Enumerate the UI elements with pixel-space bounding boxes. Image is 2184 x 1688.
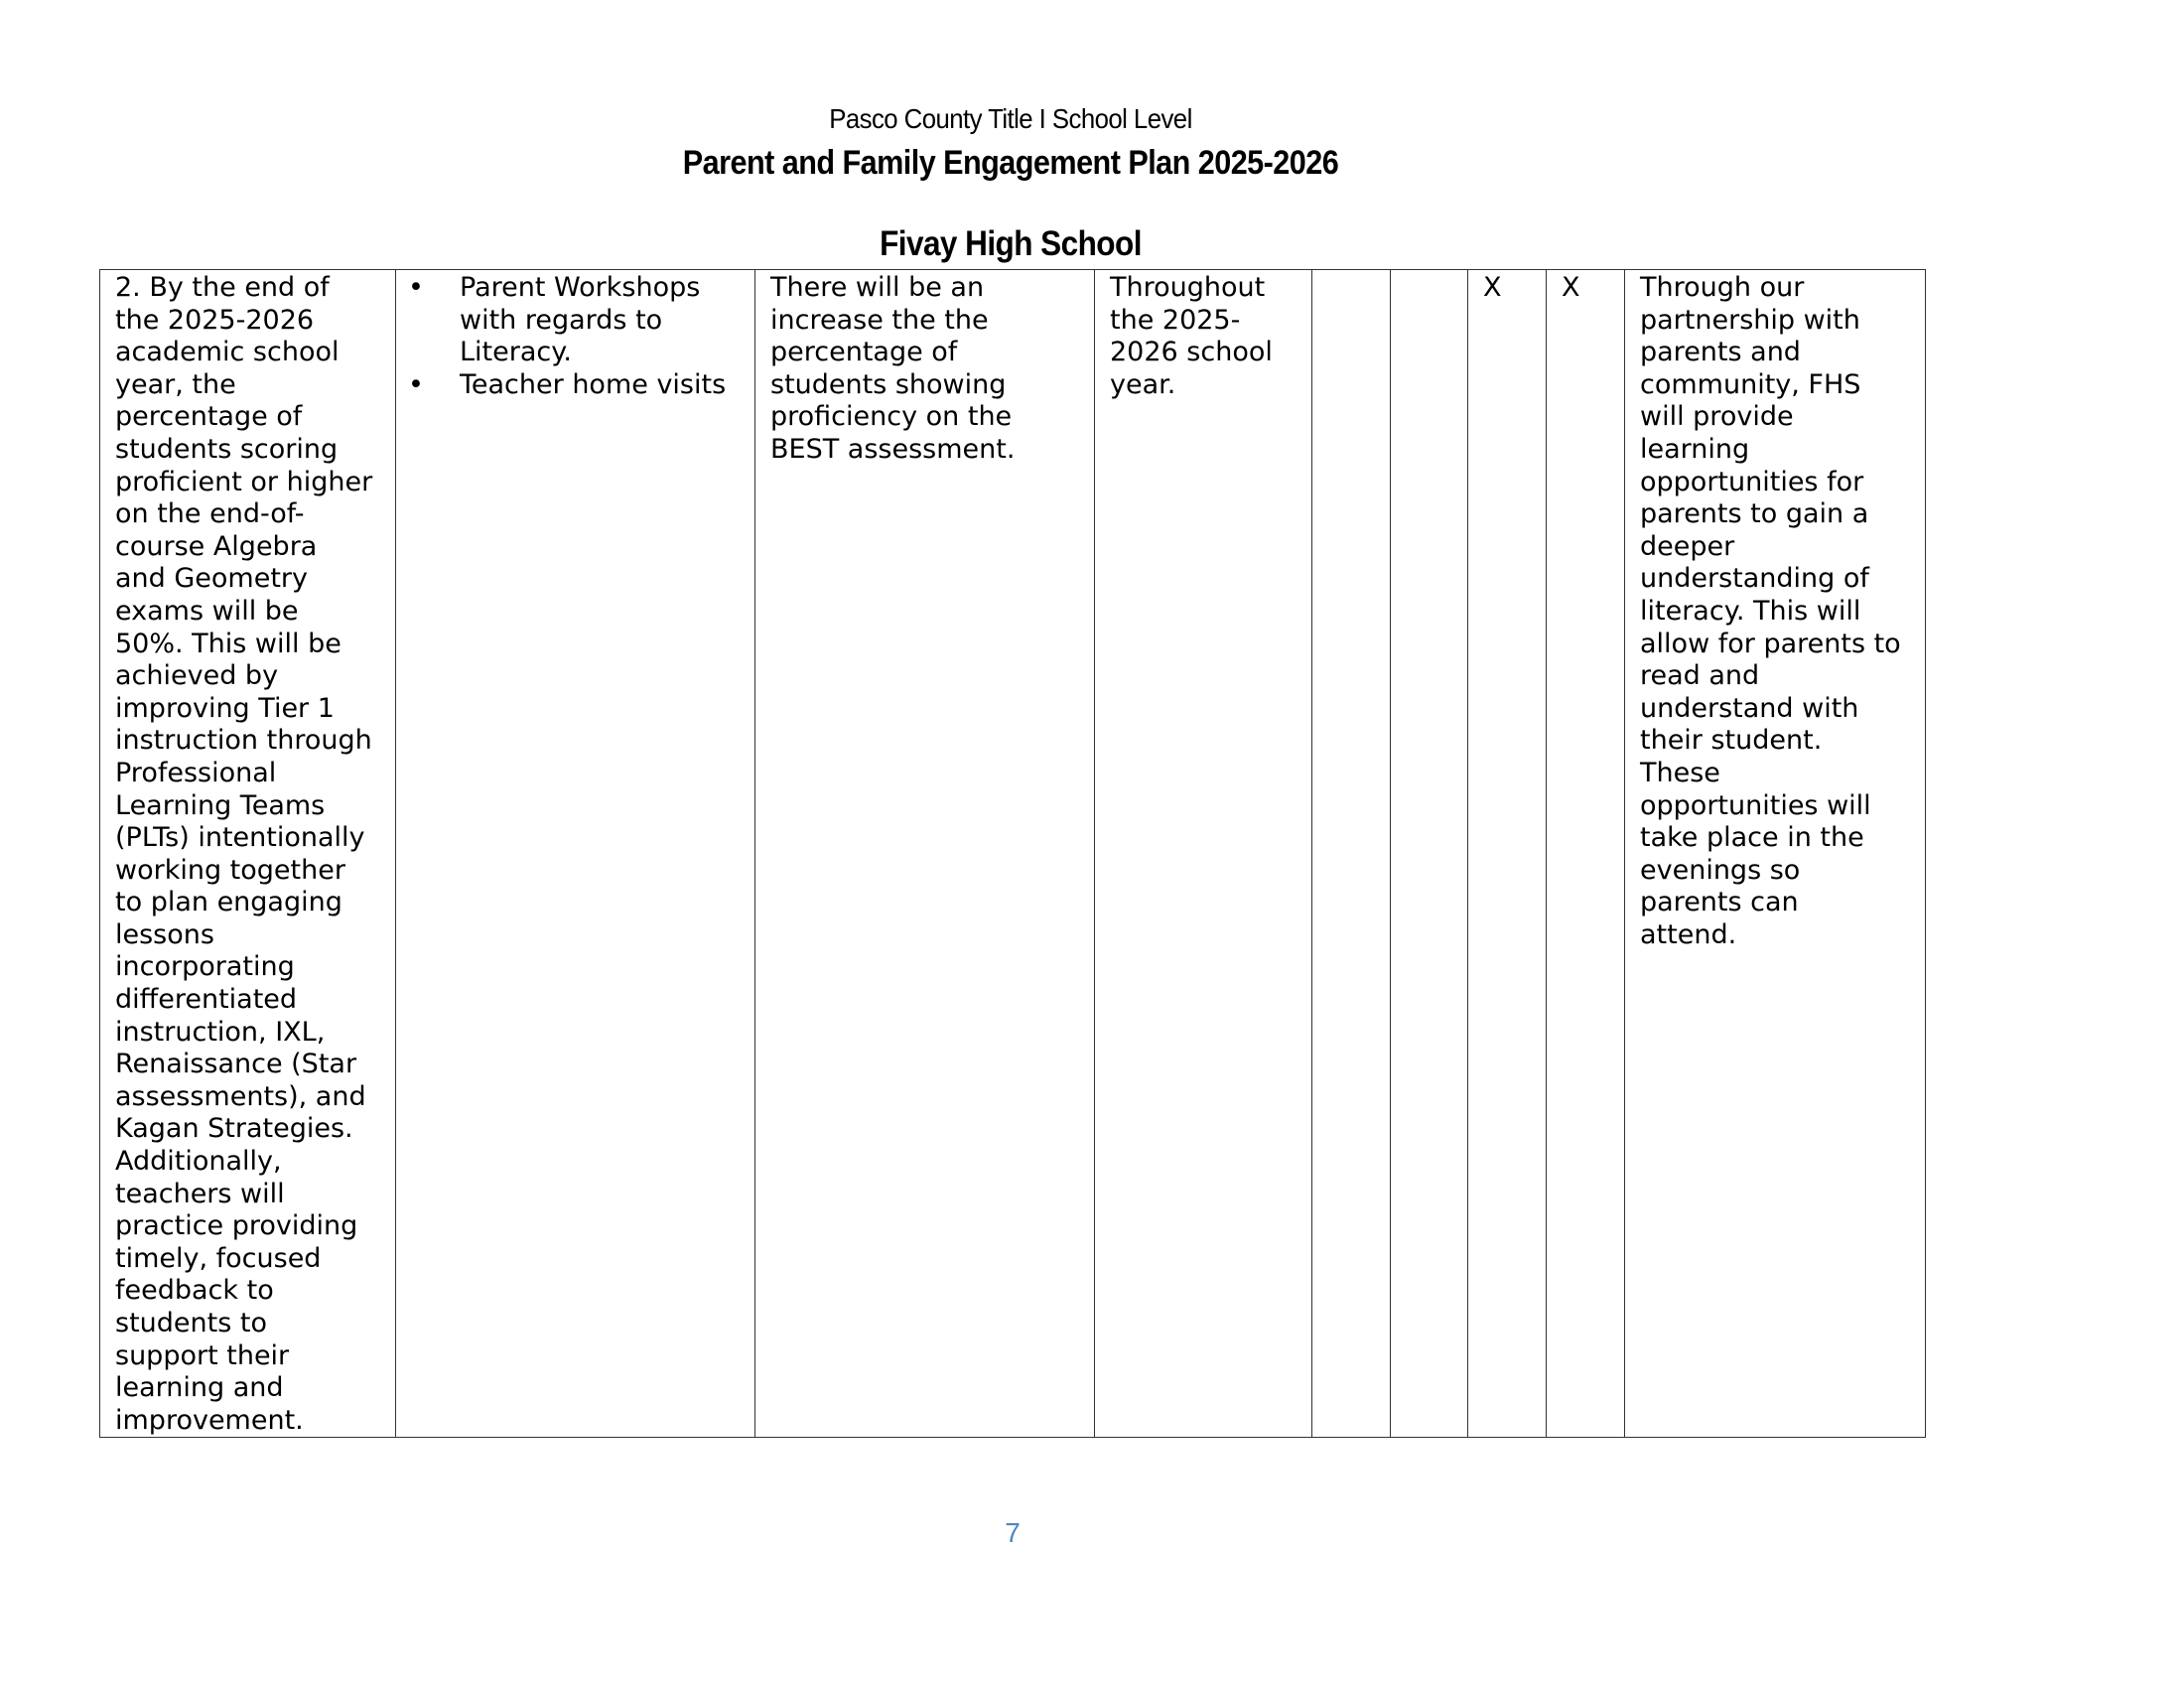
text-line: learning — [1640, 433, 1750, 465]
text-line: on the end-of- — [115, 498, 305, 530]
evidence-cell — [755, 270, 1095, 1438]
text-line: parents can — [1640, 887, 1799, 918]
text-line: Professional — [115, 757, 277, 788]
text-line: BEST assessment. — [770, 433, 1016, 465]
text-line: Literacy. — [460, 337, 572, 368]
text-line: take place in the — [1640, 822, 1864, 854]
text-line: percentage of — [115, 401, 303, 433]
text-line: learning and — [115, 1372, 284, 1404]
text-line: parents to gain a — [1640, 498, 1869, 530]
activities-list — [396, 270, 754, 401]
text-line: achieved by — [115, 660, 279, 692]
text-line: assessments), and — [115, 1080, 366, 1112]
text-line: deeper — [1640, 530, 1735, 562]
text-line: partnership with — [1640, 304, 1860, 336]
text-line: Learning Teams — [115, 789, 326, 821]
mark-cell-4 — [1547, 270, 1625, 1438]
text-line: Renaissance (Star — [115, 1049, 357, 1080]
text-line: the 2025-2026 — [115, 304, 315, 336]
description-cell — [1625, 270, 1926, 1438]
text-line: practice providing — [115, 1210, 358, 1242]
text-line: (PLTs) intentionally — [115, 822, 365, 854]
text-line: their student. — [1640, 725, 1823, 757]
text-line: community, FHS — [1640, 368, 1861, 400]
text-line: Through our — [1640, 272, 1805, 303]
text-line: Kagan Strategies. — [115, 1113, 353, 1145]
text-line: Additionally, — [115, 1146, 282, 1178]
text-line: There will be an — [770, 272, 985, 303]
text-line: students scoring — [115, 433, 339, 465]
mark-1 — [1312, 270, 1390, 272]
text-line: These — [1640, 757, 1720, 788]
text-line: opportunities for — [1640, 466, 1864, 497]
text-line: course Algebra — [115, 530, 318, 562]
text-line: feedback to — [115, 1275, 274, 1307]
text-line: support their — [115, 1339, 290, 1371]
text-line: with regards to — [460, 304, 663, 336]
mark-cell-1 — [1312, 270, 1391, 1438]
text-line: understand with — [1640, 692, 1859, 724]
text-line: academic school — [115, 337, 340, 368]
page-number: 7 — [1005, 1517, 1021, 1548]
text-line: the 2025- — [1110, 304, 1241, 336]
text-line: timely, focused — [115, 1242, 322, 1274]
text-line: 50%. This will be — [115, 628, 341, 659]
text-line: students to — [115, 1308, 267, 1338]
text-line: and Geometry — [115, 563, 309, 595]
mark-2 — [1391, 270, 1467, 272]
text-line: parents and — [1640, 337, 1801, 368]
text-line: attend. — [1640, 918, 1737, 950]
document-subtitle: Pasco County Title I School Level — [829, 103, 1192, 134]
text-line: Parent Workshops — [460, 272, 701, 303]
text-line: incorporating — [115, 951, 295, 983]
goal-text — [100, 270, 395, 1437]
activity-list-item — [396, 369, 754, 402]
text-line: differentiated — [115, 984, 298, 1016]
activity-list-item — [396, 272, 754, 369]
text-line: to plan engaging — [115, 887, 342, 918]
text-line: understanding of — [1640, 563, 1869, 595]
timeline-text — [1095, 270, 1311, 401]
text-line: will provide — [1640, 401, 1794, 433]
text-line: students showing — [770, 368, 1007, 400]
text-line: working together — [115, 854, 345, 886]
mark-cell-3 — [1468, 270, 1547, 1438]
mark-cell-2 — [1391, 270, 1468, 1438]
text-line: proficient or higher — [115, 466, 373, 497]
text-line: literacy. This will — [1640, 595, 1861, 627]
text-line: instruction through — [115, 725, 372, 757]
text-line: year, the — [115, 368, 236, 400]
text-line: increase the the — [770, 304, 989, 336]
bullet-icon: • — [408, 368, 424, 400]
timeline-cell — [1095, 270, 1312, 1438]
text-line: improving Tier 1 — [115, 692, 335, 724]
text-line: Throughout — [1110, 272, 1266, 303]
engagement-plan-table — [99, 269, 1926, 1438]
text-line: instruction, IXL, — [115, 1016, 326, 1048]
bullet-icon: • — [408, 272, 424, 303]
text-line: 2. By the end of — [115, 272, 330, 303]
goal-cell — [100, 270, 396, 1438]
text-line: lessons — [115, 918, 214, 950]
school-name: Fivay High School — [880, 224, 1142, 263]
text-line: read and — [1640, 660, 1760, 692]
text-line: Teacher home visits — [460, 368, 727, 400]
mark-3: X — [1483, 272, 1502, 303]
description-text — [1625, 270, 1925, 951]
text-line: teachers will — [115, 1178, 285, 1209]
evidence-text — [755, 270, 1094, 467]
table-row — [100, 270, 1926, 1438]
text-line: 2026 school — [1110, 337, 1273, 368]
document-title: Parent and Family Engagement Plan 2025-2026 — [682, 144, 1339, 182]
text-line: percentage of — [770, 337, 958, 368]
text-line: year. — [1110, 368, 1176, 400]
text-line: opportunities will — [1640, 789, 1871, 821]
text-line: exams will be — [115, 595, 299, 627]
text-line: proficiency on the — [770, 401, 1013, 433]
text-line: evenings so — [1640, 854, 1801, 886]
text-line: allow for parents to — [1640, 628, 1901, 659]
mark-4: X — [1562, 272, 1580, 303]
text-line: improvement. — [115, 1404, 304, 1436]
activities-cell — [396, 270, 755, 1438]
